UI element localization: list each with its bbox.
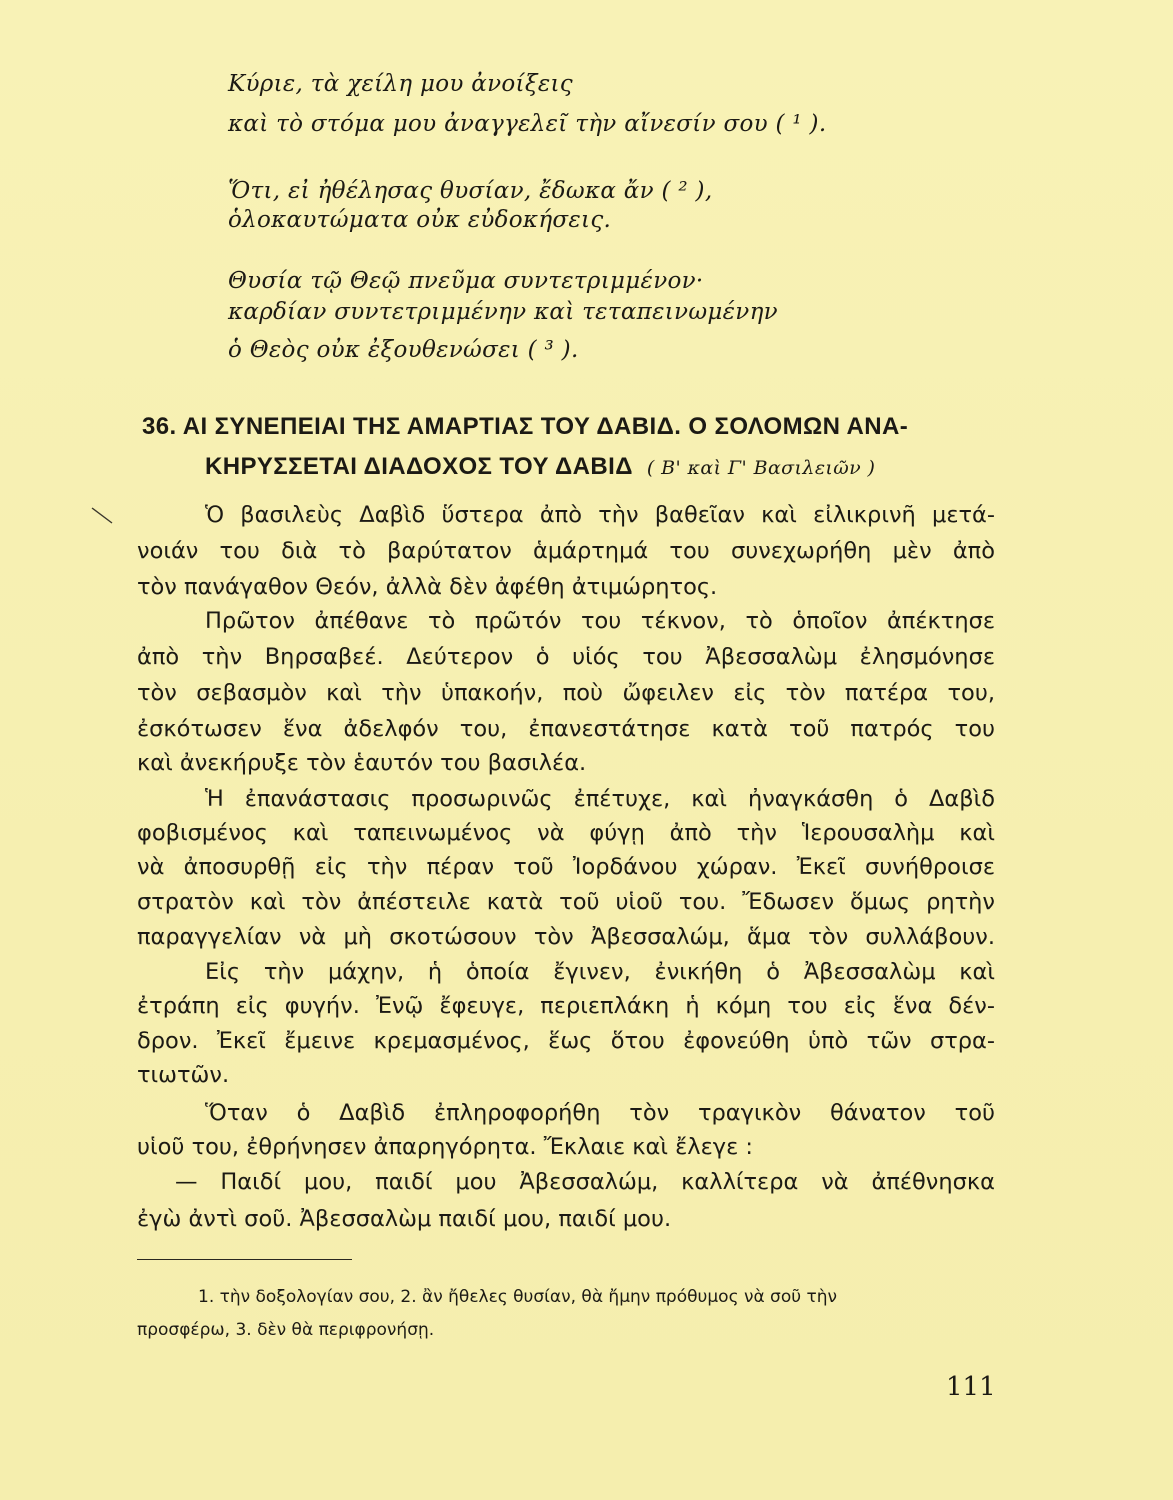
body-line: ἐγὼ ἀντὶ σοῦ. Ἀβεσσαλὼμ παιδί μου, παιδί μου. [137, 1206, 672, 1232]
body-line: — Παιδί μου, παιδί μου Ἀβεσσαλώμ, καλλίτερα νὰ ἀπέθνησκα [175, 1169, 995, 1195]
footnote-line: 1. τὴν δοξολογίαν σου, 2. ἂν ἤθελες θυσίαν, θὰ ἤμην πρόθυμος νὰ σοῦ τὴν [198, 1287, 837, 1307]
body-line: Ὅταν ὁ Δαβὶδ ἐπληροφορήθη τὸν τραγικὸν θάνατον τοῦ [205, 1100, 995, 1126]
body-line: Πρῶτον ἀπέθανε τὸ πρῶτόν του τέκνον, τὸ ὁποῖον ἀπέκτησε [205, 608, 995, 634]
body-line: φοβισμένος καὶ ταπεινωμένος νὰ φύγῃ ἀπὸ τὴν Ἱερουσαλὴμ καὶ [137, 820, 995, 846]
footnote-divider [137, 1259, 352, 1260]
body-line: Ἡ ἐπανάστασις προσωρινῶς ἐπέτυχε, καὶ ἠναγκάσθη ὁ Δαβὶδ [205, 786, 995, 812]
section-heading-line-1: 36. ΑΙ ΣΥΝΕΠΕΙΑΙ ΤΗΣ ΑΜΑΡΤΙΑΣ ΤΟΥ ΔΑΒΙΔ. Ο ΣΟΛΟΜΩΝ ΑΝΑ- [142, 413, 909, 440]
verse-line: ὁ Θεὸς οὐκ ἐξουθενώσει ( ³ ). [228, 337, 579, 363]
verse-line: Θυσία τῷ Θεῷ πνεῦμα συντετριμμένον· [228, 268, 704, 294]
verse-line: καρδίαν συντετριμμένην καὶ τεταπεινωμένην [228, 299, 778, 325]
body-line: νοιάν του διὰ τὸ βαρύτατον ἁμάρτημά του συνεχωρήθη μὲν ἀπὸ [137, 538, 995, 564]
body-line: τιωτῶν. [137, 1062, 230, 1088]
page-number: 111 [946, 1372, 996, 1402]
body-line: τὸν σεβασμὸν καὶ τὴν ὑπακοήν, ποὺ ὤφειλεν εἰς τὸν πατέρα του, [137, 680, 995, 706]
body-line: δρον. Ἐκεῖ ἔμεινε κρεμασμένος, ἕως ὅτου ἐφονεύθη ὑπὸ τῶν στρα- [137, 1028, 995, 1054]
body-line: καὶ ἀνεκήρυξε τὸν ἑαυτόν του βασιλέα. [137, 750, 587, 776]
body-line: ἀπὸ τὴν Βηρσαβεέ. Δεύτερον ὁ υἱός του Ἀβεσσαλὼμ ἐλησμόνησε [137, 644, 995, 670]
body-line: ἐσκότωσεν ἕνα ἀδελφόν του, ἐπανεστάτησε κατὰ τοῦ πατρός του [137, 716, 995, 742]
section-heading-line-2 [205, 452, 875, 482]
body-line: ἐτράπη εἰς φυγήν. Ἐνῷ ἔφευγε, περιεπλάκη ἡ κόμη του εἰς ἕνα δέν- [137, 993, 995, 1019]
verse-line: Ὅτι, εἰ ἠθέλησας θυσίαν, ἔδωκα ἄν ( ² ), [228, 178, 713, 204]
body-line: τὸν πανάγαθον Θεόν, ἀλλὰ δὲν ἀφέθη ἀτιμώρητος. [137, 574, 718, 600]
body-line: νὰ ἀποσυρθῇ εἰς τὴν πέραν τοῦ Ἰορδάνου χώραν. Ἐκεῖ συνήθροισε [137, 854, 995, 880]
section-heading-text: ΚΗΡΥΣΣΕΤΑΙ ΔΙΑΔΟΧΟΣ ΤΟΥ ΔΑΒΙΔ [205, 453, 633, 480]
body-line: υἱοῦ του, ἐθρήνησεν ἀπαρηγόρητα. Ἔκλαιε καὶ ἔλεγε : [137, 1134, 753, 1160]
body-line: Ὁ βασιλεὺς Δαβὶδ ὕστερα ἀπὸ τὴν βαθεῖαν καὶ εἰλικρινῆ μετά- [205, 502, 995, 528]
body-line: παραγγελίαν νὰ μὴ σκοτώσουν τὸν Ἀβεσσαλώμ, ἅμα τὸν συλλάβουν. [137, 924, 995, 950]
verse-line: καὶ τὸ στόμα μου ἀναγγελεῖ τὴν αἴνεσίν σου ( ¹ ). [228, 111, 827, 137]
body-line: στρατὸν καὶ τὸν ἀπέστειλε κατὰ τοῦ υἱοῦ του. Ἔδωσεν ὅμως ρητὴν [137, 889, 995, 915]
margin-mark-icon [90, 506, 116, 526]
body-line: Εἰς τὴν μάχην, ἡ ὁποία ἔγινεν, ἐνικήθη ὁ Ἀβεσσαλὼμ καὶ [205, 959, 995, 985]
verse-line: ὁλοκαυτώματα οὐκ εὐδοκήσεις. [228, 207, 612, 233]
footnote-line: προσφέρω, 3. δὲν θὰ περιφρονήσῃ. [137, 1320, 435, 1340]
verse-line: Κύριε, τὰ χείλη μου ἀνοίξεις [228, 71, 573, 97]
section-heading-source: ( Β' καὶ Γ' Βασιλειῶν ) [646, 457, 876, 479]
